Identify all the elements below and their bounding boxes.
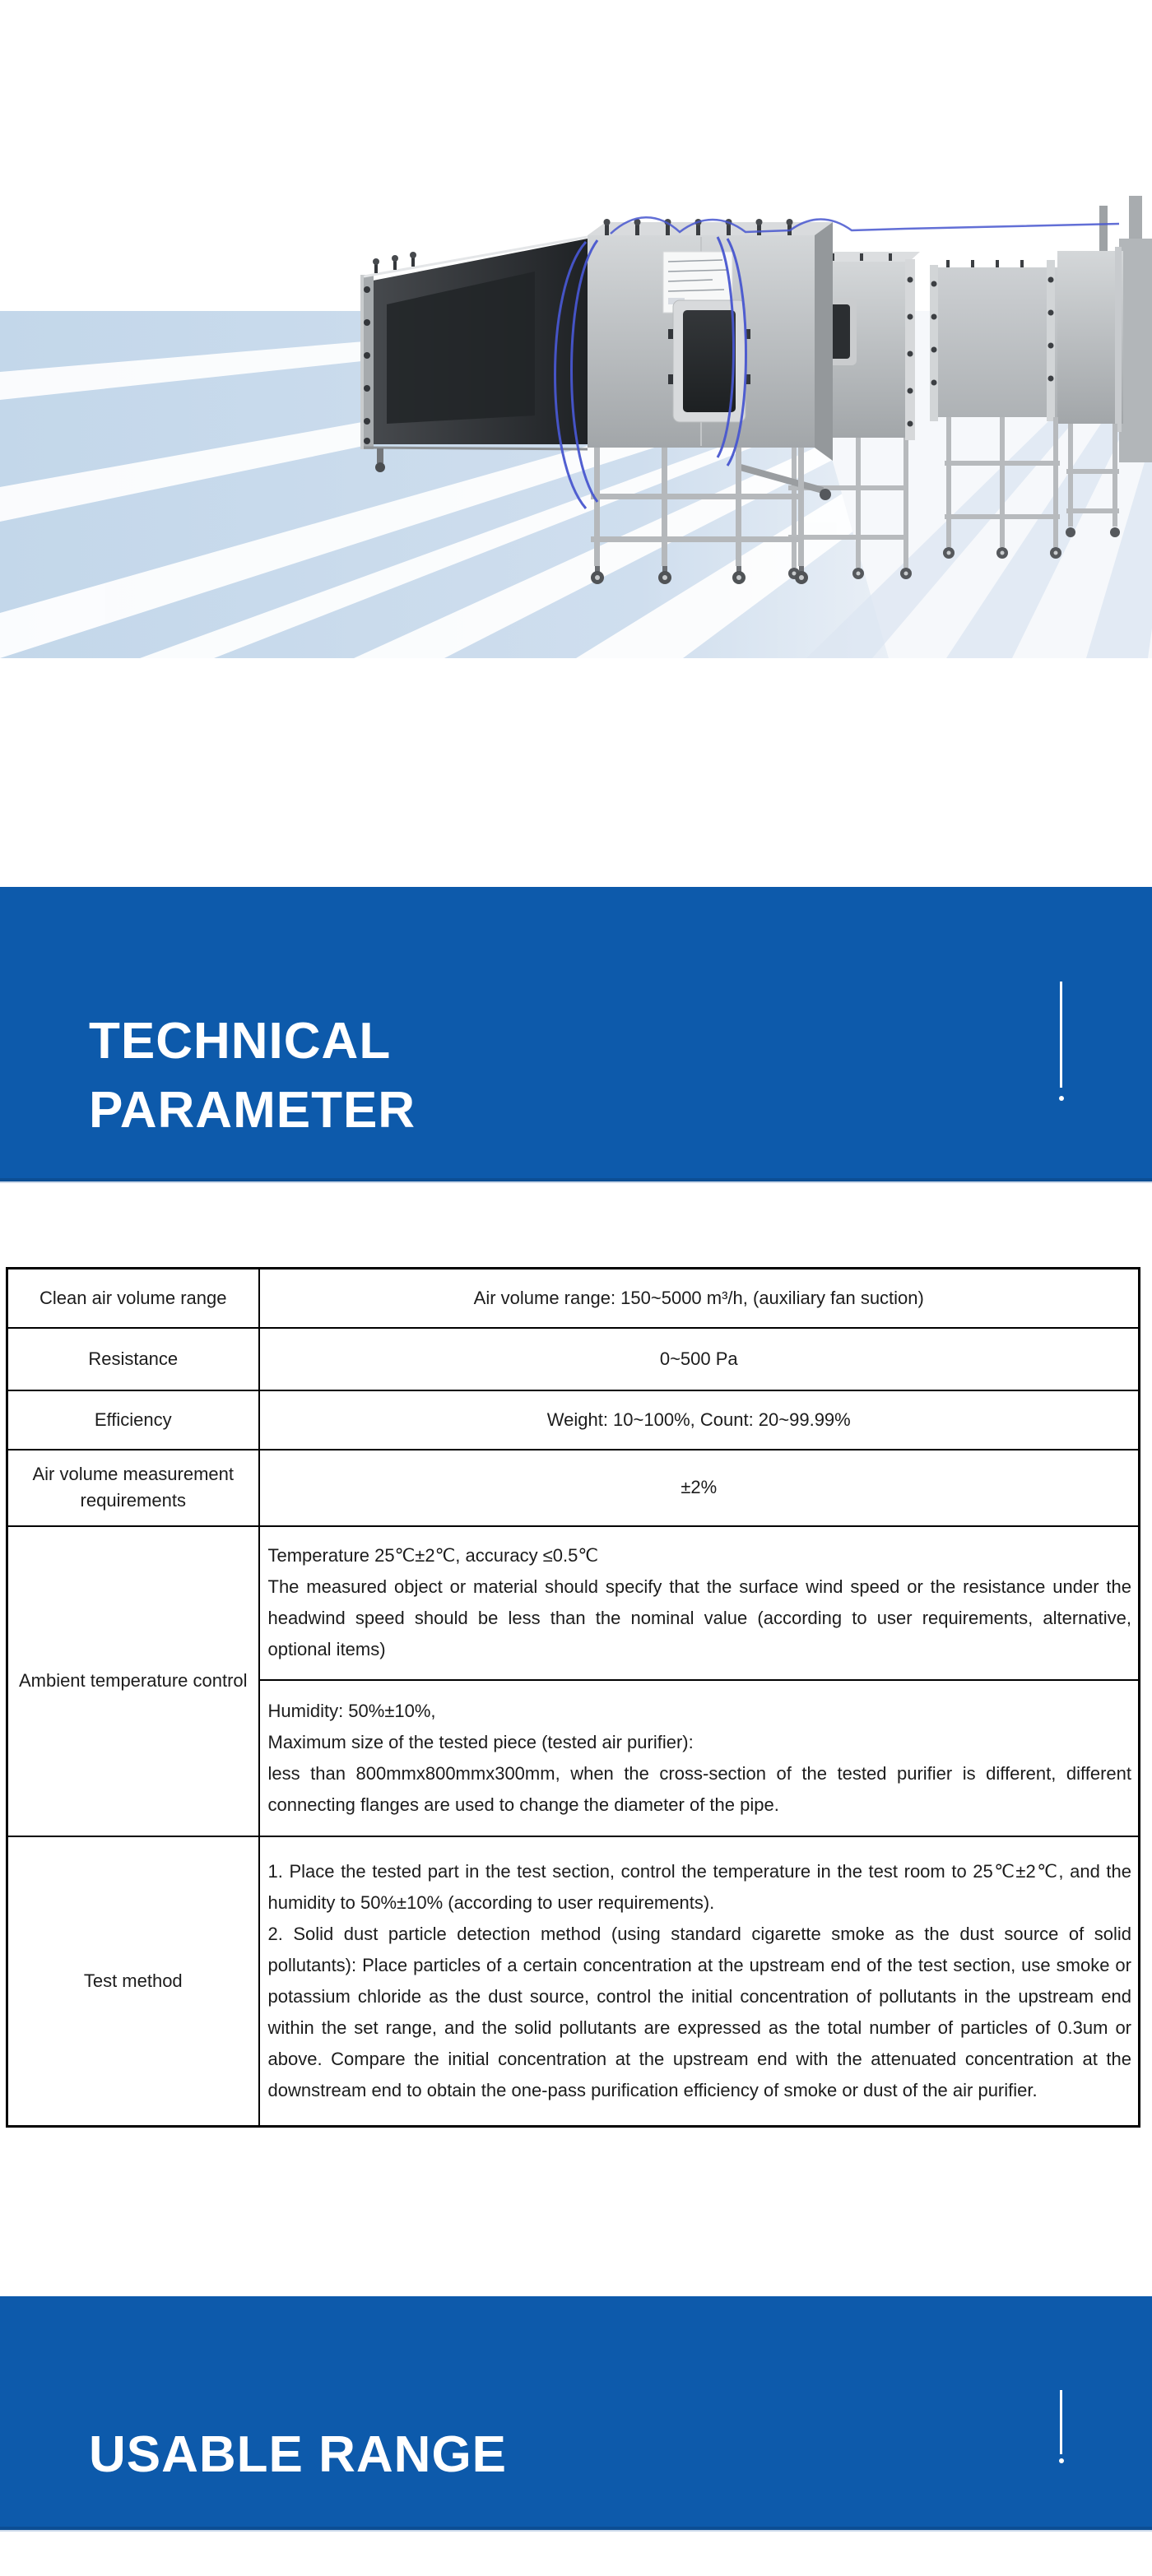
product-photo: [0, 0, 1152, 658]
table-row: [7, 1269, 1140, 1328]
inlet-funnel: [360, 237, 588, 472]
flange-line: less than 800mmx800mmx300mm, when the cross-section of the tested purifier is different, different connecting flanges are used to change the diameter of the pipe.: [267, 1762, 1131, 1815]
temperature-paragraph: The measured object or material should specify that the surface wind speed or the resistance under the headwind speed should be less than the nominal value (according to user requirements, alternative, optional items): [267, 1576, 1131, 1659]
spec-label-air-volume-measurement: Air volume measurement requirements: [7, 1450, 259, 1526]
max-size-line: Maximum size of the tested piece (tested air purifier):: [267, 1731, 694, 1752]
spec-label-resistance: Resistance: [7, 1328, 259, 1390]
spec-value-efficiency: Weight: 10~100%, Count: 20~99.99%: [259, 1390, 1140, 1450]
spec-value-clean-air-volume: Air volume range: 150~5000 m³/h, (auxiliary fan suction): [259, 1269, 1140, 1328]
spec-value-test-method: [259, 1836, 1140, 2127]
spec-value-temperature: [259, 1526, 1140, 1680]
technical-parameter-title: [89, 1007, 416, 1145]
spec-label-clean-air-volume: Clean air volume range: [7, 1269, 259, 1328]
temperature-line: Temperature 25℃±2℃, accuracy ≤0.5℃: [267, 1545, 599, 1566]
decorative-dot: [1059, 2458, 1064, 2463]
table-row: [7, 1526, 1140, 1680]
spec-value-humidity: [259, 1680, 1140, 1836]
spec-label-efficiency: Efficiency: [7, 1390, 259, 1450]
technical-parameter-banner: [0, 887, 1152, 1181]
air-duct-test-rig-illustration: [0, 0, 1152, 658]
decorative-vertical-line: [1060, 2390, 1062, 2454]
usable-range-title: USABLE RANGE: [89, 2426, 508, 2484]
technical-parameter-table: [6, 1267, 1140, 2128]
humidity-line: Humidity: 50%±10%,: [267, 1700, 436, 1721]
decorative-dot: [1059, 1096, 1064, 1101]
test-method-step-1: 1. Place the tested part in the test section, control the temperature in the test room to 25℃±2℃, and the humidity to 50%±10% (according to user requirements).: [267, 1860, 1131, 1913]
usable-range-banner: [0, 2296, 1152, 2530]
spec-value-air-volume-measurement: ±2%: [259, 1450, 1140, 1526]
table-row: [7, 1450, 1140, 1526]
spec-value-resistance: 0~500 Pa: [259, 1328, 1140, 1390]
title-line-1: TECHNICAL: [89, 1013, 392, 1070]
test-method-step-2: 2. Solid dust particle detection method (using standard cigarette smoke as the dust source of solid pollutants): Place particles of a certain concentration at the upstream end of the test section, use smoke or potassium chloride as the dust source, control the initial concentration of pollutants in the upstream end within the set range, and the solid pollutants are expressed as the total number of particles of 0.3um or above. Compare the initial concentration at the upstream end with the attenuated concentration at the downstream end to obtain the one-pass purification efficiency of smoke or dust of the air purifier.: [267, 1923, 1131, 2100]
table-row: [7, 1328, 1140, 1390]
spec-label-test-method: Test method: [7, 1836, 259, 2127]
main-test-chamber: [578, 219, 833, 461]
title-line-2: PARAMETER: [89, 1082, 416, 1139]
decorative-vertical-line: [1060, 982, 1062, 1088]
table-row: [7, 1836, 1140, 2127]
table-row: [7, 1390, 1140, 1450]
spec-label-ambient-temperature: Ambient temperature control: [7, 1526, 259, 1836]
